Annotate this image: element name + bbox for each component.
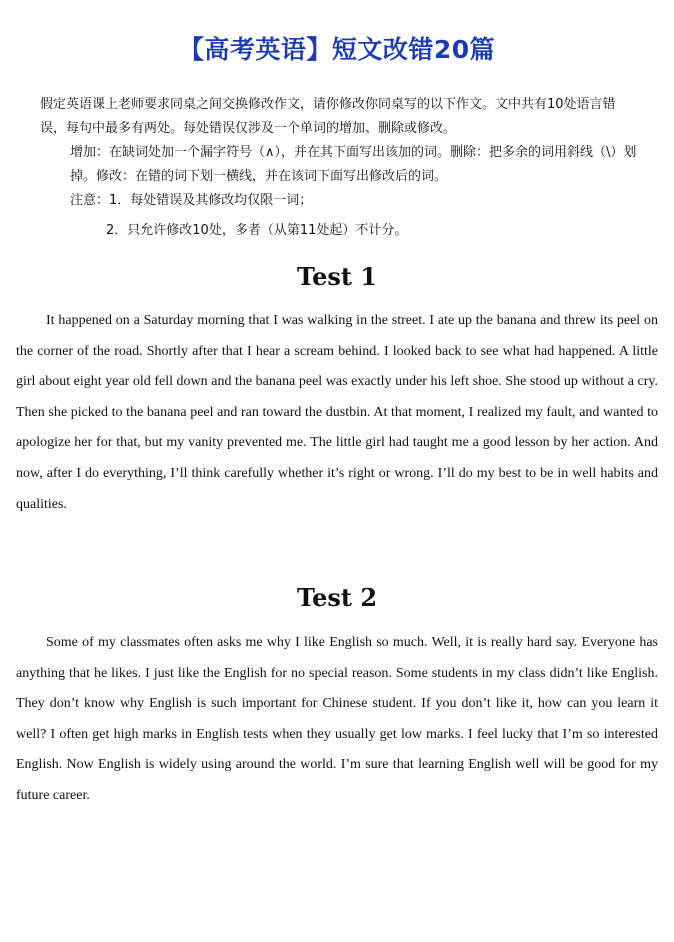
test-1-heading: Test 1 [296, 262, 378, 291]
instructions-block [40, 93, 640, 243]
page-title: 【高考英语】短文改错20篇 [178, 35, 496, 64]
instructions-note-1: 注意：1．每处错误及其修改均仅限一词； [70, 193, 313, 208]
instructions-note-2: 2．只允许修改10处，多者（从第11处起）不计分。 [106, 223, 408, 238]
test-1-body: It happened on a Saturday morning that I was walking in the street. I ate up the banana and threw its peel on the corner of the road. Shortly after that I hear a scream behind. I looked back to see what had happened. A little girl about eight year old fell down and the banana peel was exactly under his left shoe. She stood up without a cry. Then she picked to the banana peel and ran toward the dustbin. At that moment, I realized my fault, and wanted to apologize her for that, but my vanity prevented me. The little girl had taught me a good lesson by her action. And now, after I do everything, I’ll think carefully whether it’s right or wrong. I’ll do my best to be in well habits and qualities. [16, 313, 658, 512]
test-2-heading: Test 2 [296, 583, 378, 612]
instructions-paragraph-1: 假定英语课上老师要求同桌之间交换修改作文，请你修改你同桌写的以下作文。文中共有10处语言错误，每句中最多有两处。每处错误仅涉及一个单词的增加、删除或修改。 [40, 97, 616, 136]
test-2-body: Some of my classmates often asks me why I like English so much. Well, it is really hard say. Everyone has anything that he likes. I just like the English for no special reason. Some students in my class didn’t like English. They don’t know why English is such important for Chinese student. If you don’t like it, how can you learn it well? I often get high marks in English tests when they usually get low marks. I feel lucky that I’m so interested English. Now English is widely using around the world. I’m sure that learning English well will be good for my future career. [16, 635, 658, 803]
instructions-paragraph-2: 增加：在缺词处加一个漏字符号（∧），并在其下面写出该加的词。删除：把多余的词用斜线（\）划掉。修改：在错的词下划一横线，并在该词下面写出修改后的词。 [70, 145, 637, 184]
